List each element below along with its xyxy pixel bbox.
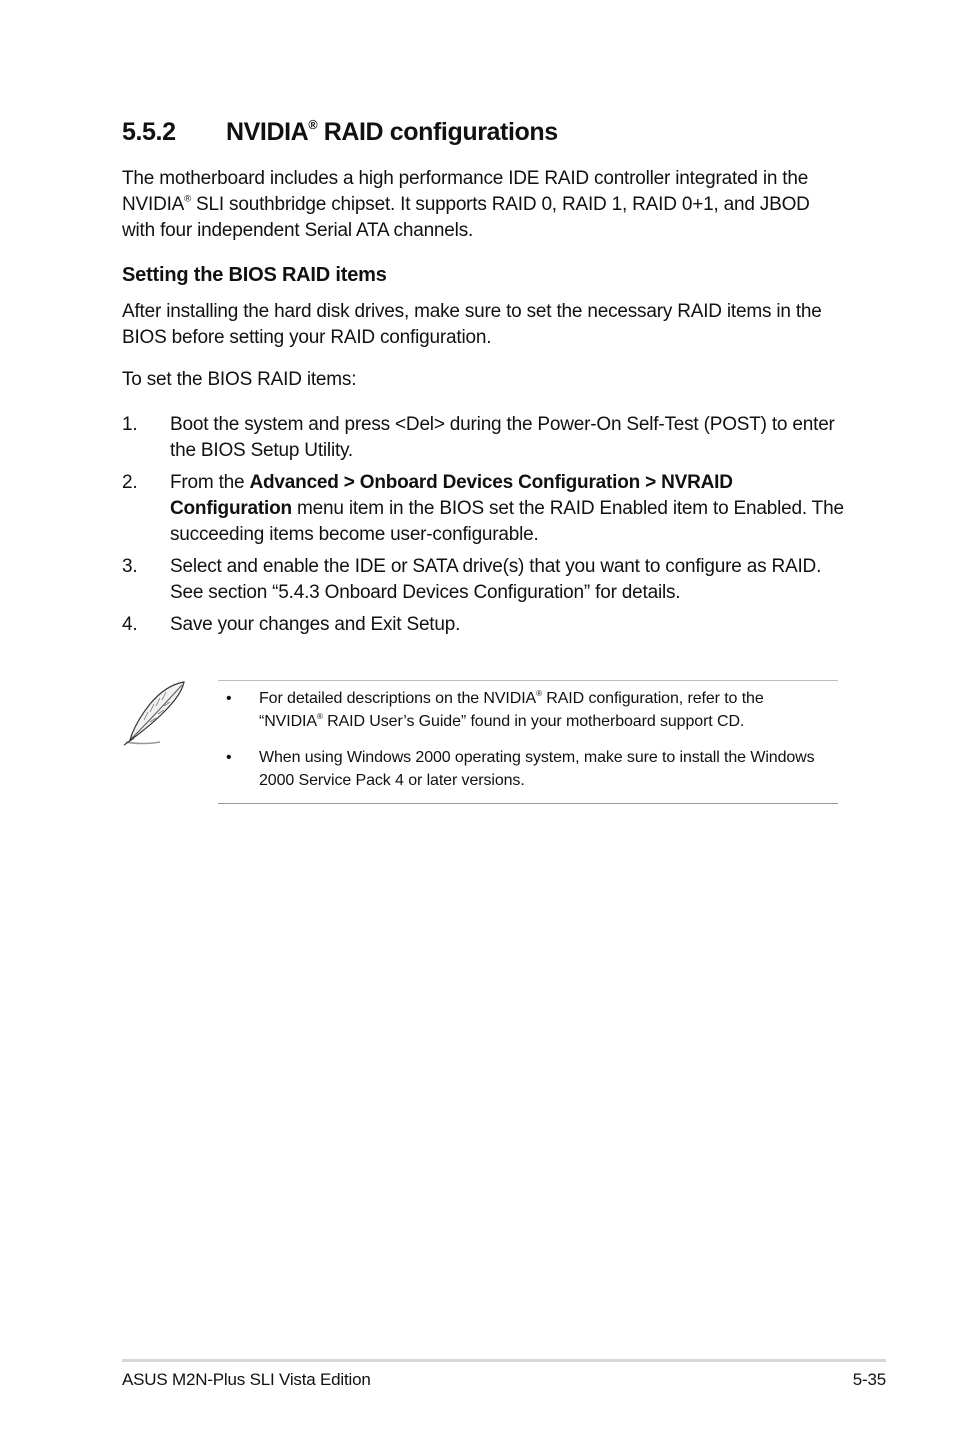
bullet: • xyxy=(226,690,232,707)
list-item xyxy=(218,746,818,792)
step-number: 1. xyxy=(122,414,138,435)
step-text: Boot the system and press <Del> during the Power-On Self-Test (POST) to enter the BIOS Setup Utility. xyxy=(170,414,835,461)
list-item xyxy=(122,470,847,548)
note-text-1: For detailed descriptions on the NVIDIA xyxy=(259,690,537,707)
note-box xyxy=(218,680,838,804)
list-item xyxy=(122,612,847,638)
intro-text-2: SLI southbridge chipset. It supports RAID 0, RAID 1, RAID 0+1, and JBOD with four independent Serial ATA channels. xyxy=(122,194,810,241)
registered-mark: ® xyxy=(308,117,318,132)
section-brand: NVIDIA xyxy=(226,118,309,146)
list-item xyxy=(122,412,847,464)
note-text xyxy=(259,687,818,733)
note-text-3: RAID User’s Guide” found in your motherboard support CD. xyxy=(322,713,745,730)
note-text-2: RAID configuration, refer to the “NVIDIA xyxy=(259,690,764,730)
note-text: When using Windows 2000 operating system, make sure to install the Windows 2000 Service Pack 4 or later versions. xyxy=(259,749,815,789)
bullet: • xyxy=(226,749,232,766)
section-number: 5.5.2 xyxy=(122,118,176,146)
section-title-text: RAID configurations xyxy=(317,118,558,146)
intro-paragraph xyxy=(122,166,847,244)
section-title xyxy=(122,118,558,147)
steps-list xyxy=(122,412,847,644)
step-text xyxy=(170,470,847,548)
step-text-prefix: From the xyxy=(170,472,250,493)
registered-mark: ® xyxy=(184,193,191,205)
feather-pen-icon xyxy=(120,678,192,748)
step-text: Select and enable the IDE or SATA drive(s) that you want to configure as RAID. See section “5.4.3 Onboard Devices Configuration” for details. xyxy=(170,556,822,603)
after-install-paragraph: After installing the hard disk drives, make sure to set the necessary RAID items in the BIOS before setting your RAID configuration. xyxy=(122,301,822,348)
step-number: 4. xyxy=(122,614,138,635)
footer-title: ASUS M2N-Plus SLI Vista Edition xyxy=(122,1370,371,1389)
step-number: 2. xyxy=(122,472,138,493)
list-item xyxy=(218,687,818,733)
page-number: 5-35 xyxy=(852,1370,886,1389)
list-item xyxy=(122,554,847,606)
menu-path: Advanced > Onboard Devices Configuration > NVRAID Configuration xyxy=(170,472,733,519)
step-number: 3. xyxy=(122,556,138,577)
step-text: Save your changes and Exit Setup. xyxy=(170,614,461,635)
registered-mark: ® xyxy=(536,688,542,698)
registered-mark: ® xyxy=(316,711,323,721)
footer-divider xyxy=(122,1359,886,1362)
subheading: Setting the BIOS RAID items xyxy=(122,264,387,286)
intro-text-1: The motherboard includes a high performance IDE RAID controller integrated in the NVIDIA xyxy=(122,168,809,215)
to-set-paragraph: To set the BIOS RAID items: xyxy=(122,369,357,390)
step-text-suffix: menu item in the BIOS set the RAID Enabled item to Enabled. The succeeding items become user-configurable. xyxy=(170,498,844,545)
